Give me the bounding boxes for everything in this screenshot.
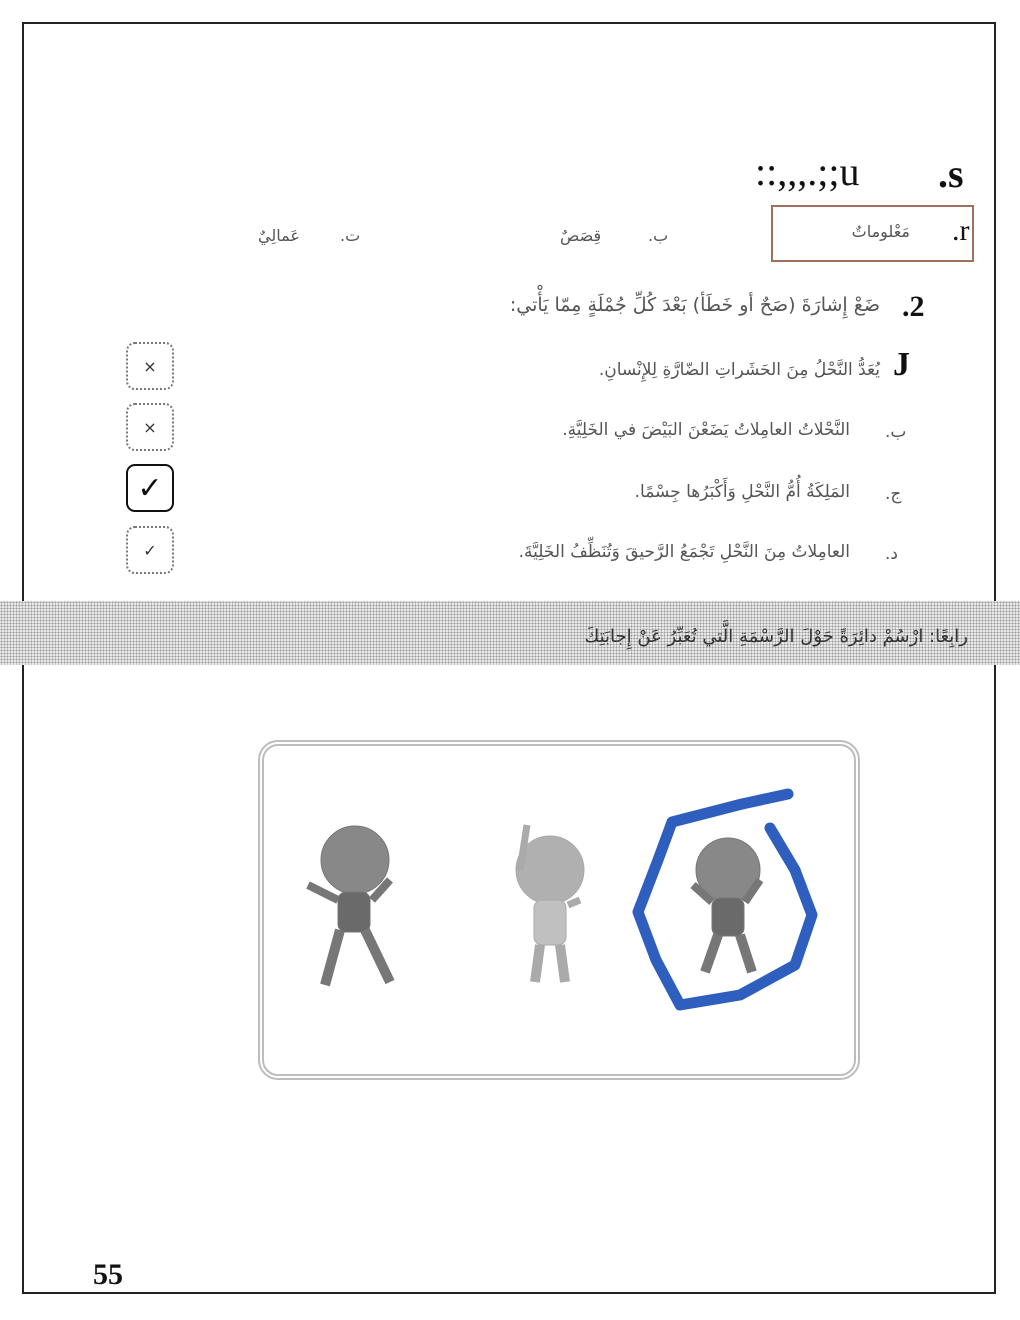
statement-a-marker: J bbox=[893, 346, 910, 383]
option-t-text: عَمالِيٌ bbox=[258, 226, 300, 245]
child-figure-right[interactable] bbox=[693, 838, 760, 972]
question4-instruction: رابِعًا: ارْسُمْ دائِرَةً حَوْلَ الرَّسْمَةِ الَّتي تُعَبِّرُ عَنْ إِجابَتِكَ bbox=[584, 626, 968, 647]
option-t-letter: ت. bbox=[340, 226, 361, 245]
selected-answer-text: مَعْلوماتٌ bbox=[851, 222, 910, 241]
statement-4-letter: د. bbox=[885, 544, 898, 564]
option-b-text: قِصَصٌ bbox=[560, 226, 602, 245]
question2-instruction: ضَعْ إِشارَةَ (صَحٌ أو خَطَأ) بَعْدَ كُلِّ جُمْلَةٍ مِمّا يَأْتي: bbox=[509, 294, 880, 316]
child-figure-middle[interactable] bbox=[516, 825, 584, 982]
statement-2-letter: ب. bbox=[885, 422, 907, 442]
statement-4-text: العامِلاتُ مِنَ النَّحْلِ تَجْمَعُ الرَّحيقَ وَتُنَظِّفُ الخَلِيَّةَ. bbox=[518, 542, 850, 562]
x-mark-icon: × bbox=[143, 356, 157, 376]
checkmark-icon: ✓ bbox=[137, 470, 163, 506]
question2-number: .2 bbox=[902, 290, 925, 323]
page-number: 55 bbox=[93, 1258, 123, 1291]
option-b-letter: ب. bbox=[648, 226, 669, 245]
statement-1-text: يُعَدُّ النَّحْلُ مِنَ الحَشَراتِ الضّارَّةِ لِلإِنْسانِ. bbox=[598, 360, 880, 380]
statement-2-text: النَّحْلاتُ العامِلاتُ يَضَعْنَ البَيْضَ في الخَلِيَّةِ. bbox=[562, 420, 850, 440]
statement-3-letter: ج. bbox=[885, 484, 902, 504]
garbled-heading-text: ::,,,.;;u bbox=[755, 149, 860, 194]
question1-marker: .r bbox=[952, 214, 970, 247]
checkmark-icon: ✓ bbox=[143, 540, 157, 560]
section-number: .s bbox=[938, 151, 964, 196]
x-mark-icon: × bbox=[143, 417, 157, 437]
child-figure-left[interactable] bbox=[308, 826, 390, 985]
statement-3-text: المَلِكَةُ أُمُّ النَّحْلِ وَأَكْبَرُها جِسْمًا. bbox=[634, 482, 850, 502]
